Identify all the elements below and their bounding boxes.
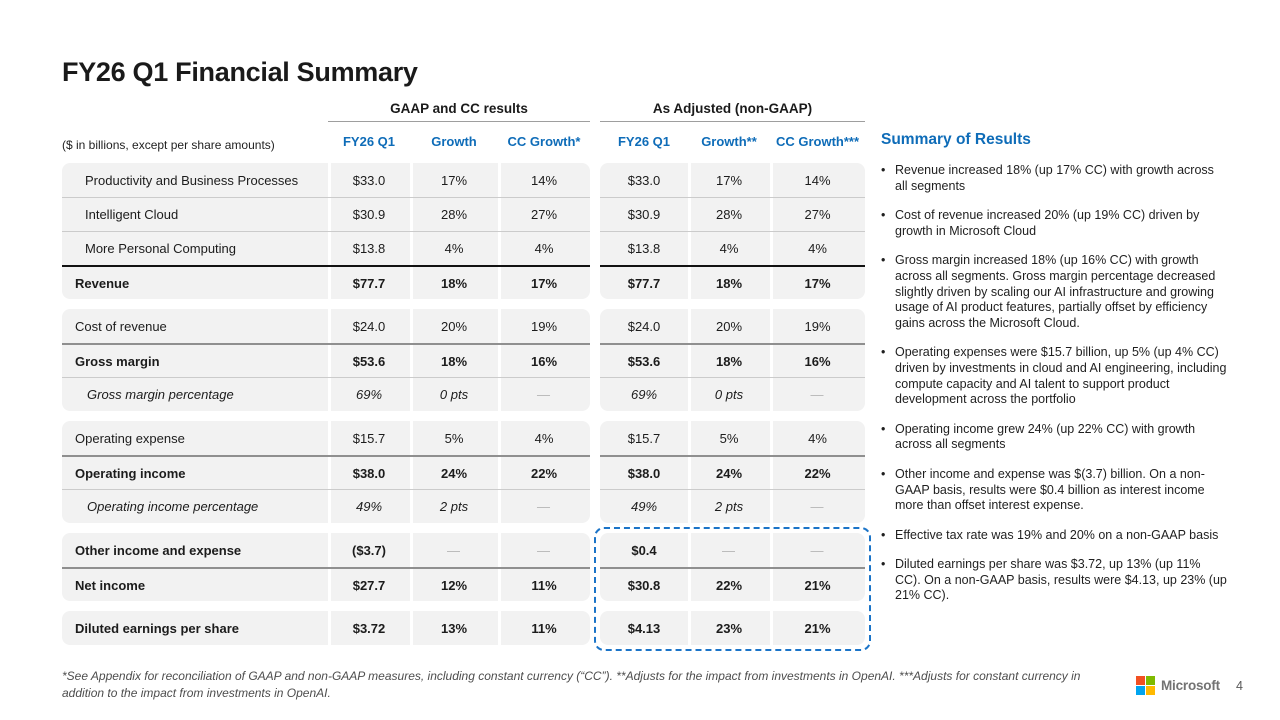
page-number: 4 — [1235, 678, 1243, 693]
cell-value: 22% — [530, 465, 558, 481]
table-row — [600, 197, 865, 231]
cell-value: 28% — [715, 207, 743, 222]
summary-bullet — [881, 528, 1233, 544]
cell-value: 28% — [440, 207, 468, 222]
bullet-text: Operating expenses were $15.7 billion, up 5% (up 4% CC) driven by investments in cloud and AI engineering, including compute capacity and AI talent to support product development across the portfolio — [895, 345, 1227, 407]
cell-value: 0 pts — [714, 387, 744, 402]
bullet-text: Cost of revenue increased 20% (up 19% CC) driven by growth in Microsoft Cloud — [895, 208, 1200, 238]
table-row — [62, 343, 590, 377]
table-row — [600, 163, 865, 197]
cell-value: 17% — [440, 172, 468, 188]
table-units-note: ($ in billions, except per share amounts) — [62, 138, 275, 152]
row-label: Operating income — [75, 465, 186, 481]
cell-value: 69% — [630, 387, 658, 402]
cell-value: 14% — [530, 172, 558, 188]
table-group — [62, 163, 590, 299]
cell-value: 24% — [715, 465, 743, 481]
cell-value: 23% — [715, 620, 743, 636]
bullet-marker: • — [881, 208, 886, 223]
microsoft-logo-icon — [1136, 676, 1155, 695]
bullet-marker: • — [881, 163, 886, 177]
footnote: *See Appendix for reconciliation of GAAP and non-GAAP measures, including constant currency (“CC”). **Adjusts for the impact from investments in OpenAI. ***Adjusts for constant currency in addition to the impact from investments in OpenAI. — [62, 669, 1081, 700]
bullet-text: Revenue increased 18% (up 17% CC) with growth across all segments — [895, 163, 1214, 193]
cell-value: $24.0 — [627, 318, 661, 334]
table-row — [600, 231, 865, 265]
cell-value: 4% — [444, 241, 464, 256]
bullet-marker: • — [881, 466, 886, 481]
cell-value: $33.0 — [352, 172, 386, 188]
logo-square-green — [1146, 676, 1155, 685]
logo-square-yellow — [1146, 686, 1155, 695]
table-row — [600, 567, 865, 601]
row-label: Revenue — [75, 275, 130, 291]
summary-bullet — [881, 422, 1233, 453]
cell-value: 4% — [808, 241, 827, 256]
cell-value: 69% — [355, 387, 383, 402]
cell-value: 18% — [440, 275, 468, 291]
cell-value: $30.8 — [627, 577, 661, 593]
cell-value: $24.0 — [352, 318, 386, 334]
table-row — [62, 455, 590, 489]
cell-value: — — [537, 542, 551, 558]
row-label: More Personal Computing — [85, 241, 237, 256]
cell-value: 21% — [804, 577, 831, 593]
summary-bullet — [881, 253, 1233, 331]
cell-value: $15.7 — [352, 430, 386, 446]
cell-value: 49% — [355, 499, 383, 514]
bullet-text: Gross margin increased 18% (up 16% CC) with growth across all segments. Gross margin percentage decreased slightly driven by scaling our AI infrastructure and growing usage of AI product features, partially offset by efficiency gains across the Microsoft Cloud. — [895, 253, 1216, 330]
cell-value: 19% — [530, 318, 558, 334]
table-row — [600, 533, 865, 567]
cell-value: 4% — [534, 430, 554, 446]
row-label: Intelligent Cloud — [85, 207, 179, 222]
row-label: Gross margin percentage — [87, 387, 234, 402]
cell-value: 24% — [440, 465, 468, 481]
cell-value: 21% — [804, 620, 831, 636]
table-group — [62, 421, 590, 523]
slide-title: FY26 Q1 Financial Summary — [62, 57, 418, 87]
cell-value: 11% — [531, 577, 557, 593]
column-headers-adjusted — [600, 134, 865, 149]
cell-value: 16% — [804, 353, 831, 369]
logo-square-red — [1136, 676, 1145, 685]
cell-value: $53.6 — [627, 353, 661, 369]
cell-value: 20% — [715, 318, 743, 334]
table-row — [62, 163, 590, 197]
cell-value: $3.72 — [352, 620, 386, 636]
cell-value: 14% — [804, 172, 831, 188]
cell-value: 4% — [534, 241, 554, 256]
cell-value: 5% — [719, 430, 739, 446]
cell-value: $77.7 — [627, 275, 661, 291]
group-header-gaap: GAAP and CC results — [328, 98, 590, 122]
cell-value: $27.7 — [352, 577, 386, 593]
summary-bullet — [881, 163, 1233, 194]
table-row — [600, 343, 865, 377]
cell-value: 18% — [715, 275, 743, 291]
row-label: Operating expense — [75, 430, 185, 446]
table-row — [600, 265, 865, 299]
cell-value: 17% — [804, 275, 831, 291]
cell-value: $30.9 — [627, 207, 661, 222]
cell-value: 20% — [440, 318, 468, 334]
cell-value: $13.8 — [352, 241, 386, 256]
bullet-text: Effective tax rate was 19% and 20% on a non-GAAP basis — [895, 527, 1219, 542]
table-row — [62, 533, 590, 567]
column-headers-gaap — [328, 134, 590, 149]
row-label: Net income — [75, 577, 146, 593]
table-group — [62, 611, 590, 645]
summary-bullet — [881, 345, 1233, 407]
cell-value: 11% — [531, 620, 557, 636]
table-group — [62, 533, 590, 601]
financial-table-adjusted — [600, 163, 865, 655]
table-row — [600, 309, 865, 343]
cell-value: $38.0 — [627, 465, 661, 481]
row-label: Gross margin — [75, 353, 160, 369]
table-row — [62, 197, 590, 231]
cell-value: $33.0 — [627, 172, 661, 188]
group-header-adjusted: As Adjusted (non-GAAP) — [600, 98, 865, 122]
table-row — [62, 309, 590, 343]
cell-value: 22% — [804, 465, 831, 481]
bullet-text: Other income and expense was $(3.7) billion. On a non-GAAP basis, results were $0.4 billion as interest income more than offset interest expense. — [895, 466, 1205, 513]
row-label: Diluted earnings per share — [75, 620, 239, 636]
cell-value: 4% — [719, 241, 739, 256]
cell-value: 12% — [440, 577, 468, 593]
cell-value: 2 pts — [714, 499, 744, 514]
cell-value: 19% — [804, 318, 831, 334]
row-label: Operating income percentage — [87, 499, 259, 514]
cell-value: 27% — [804, 207, 831, 222]
table-row — [600, 611, 865, 645]
table-row — [62, 489, 590, 523]
cell-value: — — [810, 387, 825, 402]
cell-value: 49% — [630, 499, 658, 514]
table-row — [62, 231, 590, 265]
table-row — [62, 265, 590, 299]
cell-value: ($3.7) — [352, 542, 386, 558]
summary-bullet-list — [881, 163, 1233, 604]
bullet-marker: • — [881, 557, 886, 572]
cell-value: — — [537, 499, 551, 514]
cell-value: $4.13 — [627, 620, 661, 636]
table-row — [62, 611, 590, 645]
table-row — [62, 377, 590, 411]
summary-bullet — [881, 467, 1233, 514]
cell-value: — — [810, 499, 825, 514]
cell-value: $77.7 — [352, 275, 386, 291]
col-header-fy26q1-adj: FY26 Q1 — [617, 134, 671, 149]
cell-value: $38.0 — [352, 465, 386, 481]
cell-value: — — [722, 542, 736, 558]
cell-value: — — [537, 387, 551, 402]
col-header-growth-adj: Growth** — [701, 134, 757, 149]
table-row — [62, 421, 590, 455]
brand-footer — [1136, 676, 1243, 695]
cell-value: $15.7 — [627, 430, 661, 446]
cell-value: 4% — [808, 430, 827, 446]
col-header-growth: Growth — [431, 134, 477, 149]
table-row — [600, 421, 865, 455]
cell-value: 17% — [530, 275, 558, 291]
cell-value: 17% — [715, 172, 743, 188]
col-header-cc-growth-adj: CC Growth*** — [775, 134, 860, 149]
bullet-text: Diluted earnings per share was $3.72, up 13% (up 11% CC). On a non-GAAP basis, results were $4.13, up 23% (up 21% CC). — [895, 557, 1227, 603]
table-group — [600, 421, 865, 523]
bullet-marker: • — [881, 345, 886, 360]
table-row — [600, 377, 865, 411]
table-row — [600, 455, 865, 489]
cell-value: 18% — [440, 353, 468, 369]
microsoft-wordmark: Microsoft — [1161, 678, 1220, 693]
cell-value: 27% — [530, 207, 558, 222]
cell-value: 22% — [715, 577, 743, 593]
cell-value: $30.9 — [352, 207, 386, 222]
bullet-marker: • — [881, 421, 886, 436]
cell-value: $13.8 — [627, 241, 661, 256]
bullet-text: Operating income grew 24% (up 22% CC) with growth across all segments — [895, 421, 1196, 452]
cell-value: — — [810, 542, 825, 558]
cell-value: 2 pts — [439, 499, 469, 514]
cell-value: $53.6 — [352, 353, 386, 369]
table-group — [62, 309, 590, 411]
cell-value: 18% — [715, 353, 743, 369]
bullet-marker: • — [881, 253, 886, 268]
col-header-cc-growth: CC Growth* — [507, 134, 581, 149]
row-label: Productivity and Business Processes — [85, 172, 299, 188]
summary-heading: Summary of Results — [881, 131, 1031, 148]
cell-value: 5% — [444, 430, 464, 446]
table-row — [62, 567, 590, 601]
table-group — [600, 611, 865, 645]
table-group — [600, 163, 865, 299]
table-row — [600, 489, 865, 523]
cell-value: $0.4 — [631, 542, 657, 558]
cell-value: 0 pts — [439, 387, 469, 402]
table-group — [600, 533, 865, 601]
financial-table-gaap — [62, 163, 590, 655]
summary-bullet — [881, 557, 1233, 604]
cell-value: 13% — [440, 620, 468, 636]
row-label: Cost of revenue — [75, 318, 167, 334]
bullet-marker: • — [881, 527, 886, 542]
col-header-fy26q1: FY26 Q1 — [342, 134, 396, 149]
cell-value: 16% — [530, 353, 558, 369]
logo-square-blue — [1136, 686, 1145, 695]
cell-value: — — [447, 542, 461, 558]
row-label: Other income and expense — [75, 542, 242, 558]
table-group — [600, 309, 865, 411]
summary-bullet — [881, 208, 1233, 239]
